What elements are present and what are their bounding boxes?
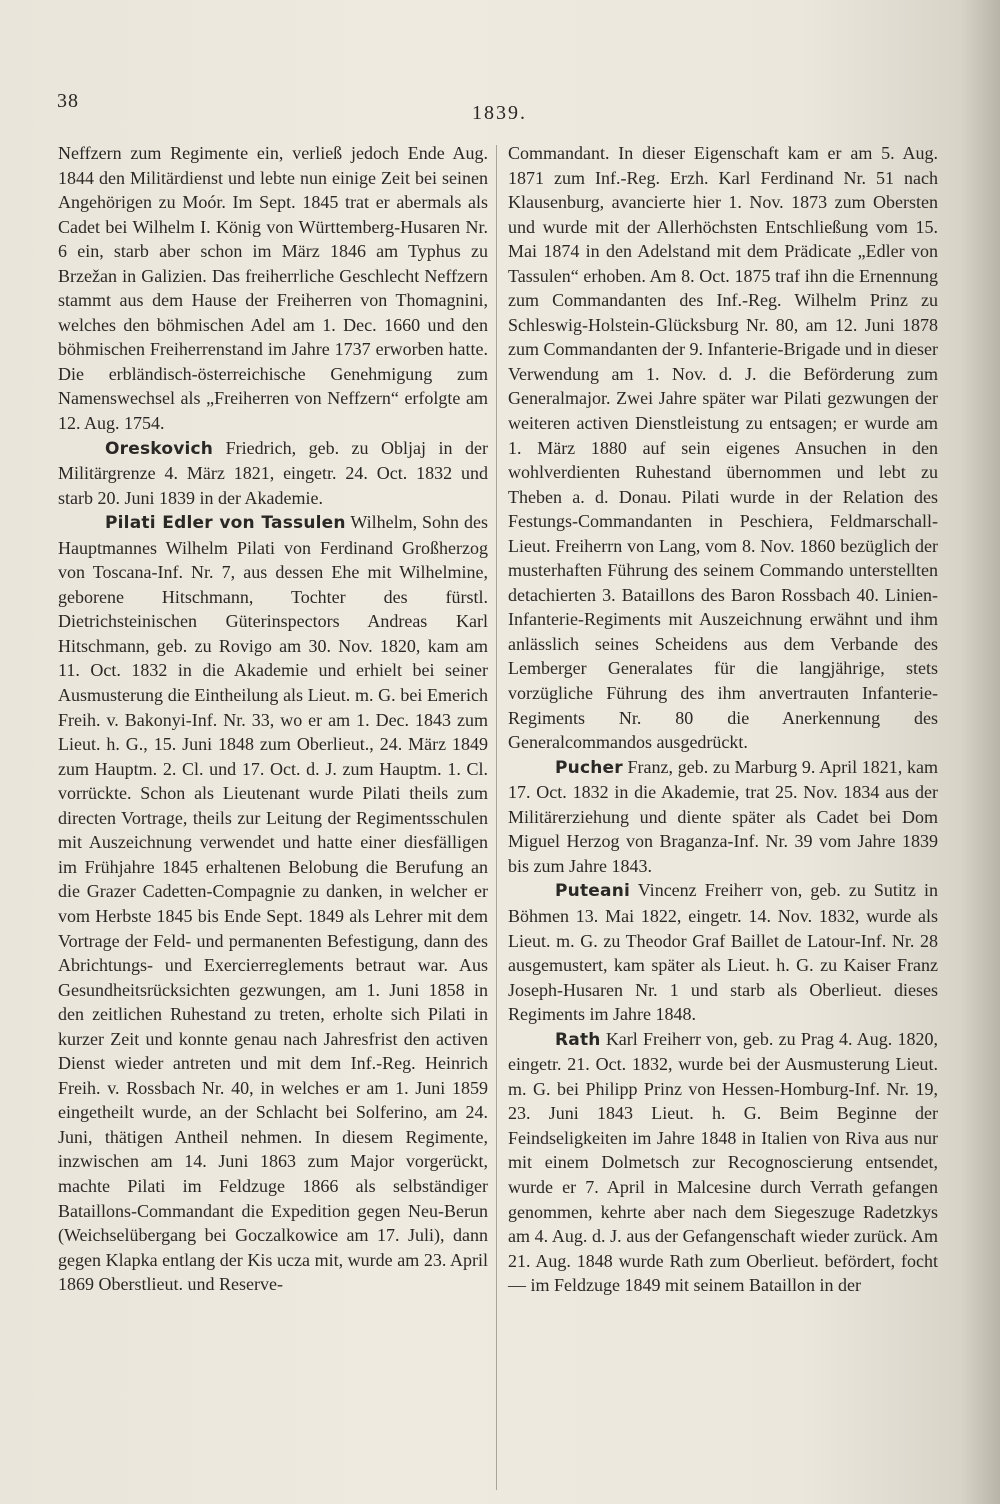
entry-oreskovich: [58, 436, 488, 511]
entry-puteani: [508, 878, 938, 1026]
continued-paragraph: [58, 141, 488, 436]
continued-paragraph-right: [508, 141, 938, 755]
column-divider: [496, 145, 497, 1490]
continued-text: Neffzern zum Regimente ein, verließ jedoch Ende Aug. 1844 den Militärdienst und lebte nun einige Zeit bei seinen Angehörigen zu Moór. Im Sept. 1845 trat er abermals als Cadet bei Wilhelm I. König von Württemberg-Husaren Nr. 6 ein, starb aber schon im März 1846 am Typhus zu Brzežan in Galizien. Das freiherrliche Geschlecht Neffzern stammt aus dem Hause der Freiherren von Thomagnini, welches den böhmischen Adel am 1. Dec. 1660 und den böhmischen Freiherrenstand im Jahre 1737 erworben hatte. Die erbländisch-österreichische Genehmigung zum Namenswechsel als „Freiherren von Neffzern“ erfolgte am 12. Aug. 1754.: [58, 143, 488, 434]
entry-rath: [508, 1027, 938, 1298]
entry-text-pucher: Franz, geb. zu Marburg 9. April 1821, kam 17. Oct. 1832 in die Akademie, trat 25. Nov. 1834 aus der Militärerziehung und diente später als Cadet bei Dom Miguel Herzog von Braganza-Inf. Nr. 39 vom Jahre 1839 bis zum Jahre 1843.: [508, 756, 938, 876]
page-number: 38: [57, 90, 79, 112]
entry-text-puteani: Vincenz Freiherr von, geb. zu Sutitz in Böhmen 13. Mai 1822, eingetr. 14. Nov. 1832, wurde als Lieut. m. G. zu Theodor Graf Baillet de Latour-Inf. Nr. 28 ausgemustert, kam später als Lieut. h. G. zu Kaiser Franz Joseph-Husaren Nr. 1 und starb als Oberlieut. dieses Regiments im Jahre 1848.: [508, 880, 938, 1025]
entry-name-oreskovich: Oreskovich: [105, 438, 214, 459]
running-header-year: 1839.: [472, 102, 527, 124]
entry-name-pilati: Pilati Edler von Tassulen: [105, 513, 346, 534]
entry-pucher: [508, 755, 938, 879]
entry-text-rath: Karl Freiherr von, geb. zu Prag 4. Aug. 1820, eingetr. 21. Oct. 1832, wurde bei der Ausmusterung Lieut. m. G. bei Philipp Prinz von Hessen-Homburg-Inf. Nr. 19, 23. Juni 1843 Lieut. h. G. Beim Beginne der Feindseligkeiten im Jahre 1848 in Italien von Riva aus nur mit einem Dolmetsch zur Recognoscierung entsendet, wurde er 7. April in Malcesine durch Verrath gefangen genommen, kehrte aber nach dem Siegeszuge Radetzkys am 4. Aug. d. J. aus der Gefangenschaft wieder zurück. Am 21. Aug. 1848 wurde Rath zum Oberlieut. befördert, focht — im Feldzuge 1849 mit seinem Bataillon in der: [508, 1028, 938, 1296]
entry-name-pucher: Pucher: [555, 757, 623, 778]
entry-pilati: [58, 510, 488, 1297]
left-column: [58, 141, 488, 1297]
entry-text-oreskovich: Friedrich, geb. zu Obljaj in der Militärgrenze 4. März 1821, eingetr. 24. Oct. 1832 und starb 20. Juni 1839 in der Akademie.: [58, 437, 488, 508]
continued-text-right: Commandant. In dieser Eigenschaft kam er am 5. Aug. 1871 zum Inf.-Reg. Erzh. Karl Ferdinand Nr. 51 nach Klausenburg, avancierte hier 1. Nov. 1873 zum Obersten und wurde mit der Allerhöchsten Entschließung vom 15. Mai 1874 in den Adelstand mit dem Prädicate „Edler von Tassulen“ erhoben. Am 8. Oct. 1875 traf ihn die Ernennung zum Commandanten des Inf.-Reg. Wilhelm Prinz zu Schleswig-Holstein-Glücksburg Nr. 80, am 12. Juni 1878 zum Commandanten der 9. Infanterie-Brigade und in dieser Verwendung am 1. Nov. d. J. die Beförderung zum Generalmajor. Zwei Jahre später war Pilati gezwungen der weiteren activen Dienstleistung zu entsagen; er wurde am 1. März 1880 auf sein eigenes Ansuchen in den wohlverdienten Ruhestand übernommen und lebt zu Theben a. d. Donau. Pilati wurde in der Relation des Festungs-Commandanten in Peschiera, Feldmarschall-Lieut. Freiherrn von Lang, vom 8. Nov. 1860 bezüglich der musterhaften Führung des seinem Commando unterstellten detachierten 3. Bataillons des Baron Rossbach 40. Linien-Infanterie-Regiments mit Auszeichnung erwähnt und ihm anlässlich seines Scheidens aus dem Verbande des Lemberger Generalates für die langjährige, stets vorzügliche Führung des ihm anvertrauten Infanterie-Regiments Nr. 80 die Anerkennung des Generalcommandos ausgedrückt.: [508, 143, 938, 753]
entry-text-pilati: Wilhelm, Sohn des Hauptmannes Wilhelm Pilati von Ferdinand Großherzog von Toscana-Inf. Nr. 7, aus dessen Ehe mit Wilhelmine, geborene Hitschmann, Tochter des fürstl. Dietrichsteinischen Güterinspectors Andreas Karl Hitschmann, geb. zu Rovigo am 30. Nov. 1820, kam am 11. Oct. 1832 in die Akademie und erhielt bei seiner Ausmusterung die Eintheilung als Lieut. m. G. bei Emerich Freih. v. Bakonyi-Inf. Nr. 33, wo er am 1. Dec. 1843 zum Lieut. h. G., 15. Juni 1848 zum Oberlieut., 24. März 1849 zum Hauptm. 2. Cl. und 17. Oct. d. J. zum Hauptm. 1. Cl. vorrückte. Schon als Lieutenant wurde Pilati theils zum directen Vortrage, theils zur Leitung der Regimentsschulen mit Auszeichnung verwendet und hatte einer diesfälligen im Frühjahre 1845 erhaltenen Belobung die Berufung an die Grazer Cadetten-Compagnie zu danken, in welcher er vom Herbste 1845 bis Ende Sept. 1849 als Lehrer mit dem Vortrage der Feld- und permanenten Befestigung, dann des Abrichtungs- und Exercierreglements betraut war. Aus Gesundheitsrücksichten gezwungen, am 1. Juni 1858 in den zeitlichen Ruhestand zu treten, erholte sich Pilati in kurzer Zeit und konnte genau nach Jahresfrist den activen Dienst wieder antreten und mit dem Inf.-Reg. Heinrich Freih. v. Rossbach Nr. 40, in welches er am 1. Juni 1859 eingetheilt wurde, an der Schlacht bei Solferino, am 24. Juni, thätigen Antheil nehmen. In diesem Regimente, inzwischen am 14. Juni 1863 zum Major vorgerückt, machte Pilati im Feldzuge 1866 als selbständiger Bataillons-Commandant die Expedition gegen Neu-Berun (Weichselübergang bei Goczalkowice am 17. Juli), dann gegen Klapka entlang der Kis ucza mit, wurde am 23. April 1869 Oberstlieut. und Reserve-: [58, 512, 488, 1295]
entry-name-puteani: Puteani: [555, 881, 631, 902]
right-column: [508, 141, 938, 1298]
entry-name-rath: Rath: [555, 1029, 601, 1050]
